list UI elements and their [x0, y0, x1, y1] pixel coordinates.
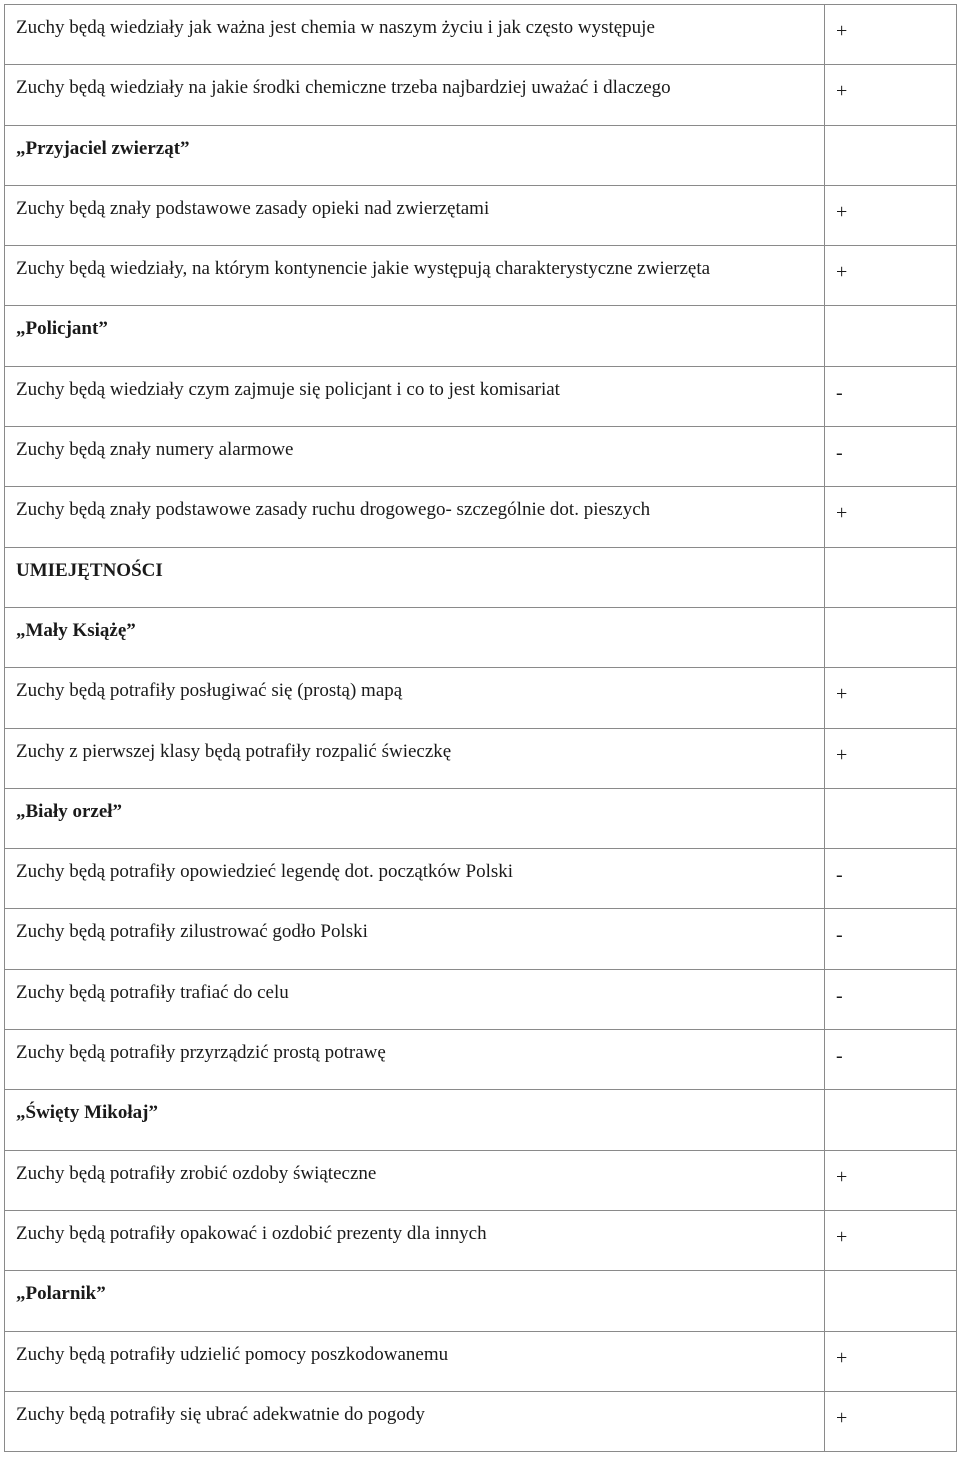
row-mark: + [825, 487, 957, 547]
row-text: Zuchy będą potrafiły udzielić pomocy poszkodowanemu [5, 1331, 825, 1391]
table-row [5, 969, 957, 1029]
row-text: Zuchy będą potrafiły opakować i ozdobić prezenty dla innych [5, 1210, 825, 1270]
row-mark [825, 607, 957, 667]
row-mark: + [825, 65, 957, 125]
row-text: Zuchy będą wiedziały jak ważna jest chemia w naszym życiu i jak często występuje [5, 5, 825, 65]
table-row [5, 427, 957, 487]
row-text: Zuchy będą potrafiły zilustrować godło Polski [5, 909, 825, 969]
row-mark: + [825, 5, 957, 65]
row-text: Zuchy będą potrafiły opowiedzieć legendę dot. początków Polski [5, 849, 825, 909]
table-row [5, 909, 957, 969]
row-mark [825, 125, 957, 185]
table-row [5, 1331, 957, 1391]
row-mark: - [825, 366, 957, 426]
row-mark [825, 1271, 957, 1331]
table-row [5, 185, 957, 245]
row-mark: + [825, 246, 957, 306]
section-heading: „Święty Mikołaj” [5, 1090, 825, 1150]
table-row [5, 1391, 957, 1451]
row-mark [825, 1090, 957, 1150]
row-text: Zuchy będą wiedziały, na którym kontynencie jakie występują charakterystyczne zwierzęta [5, 246, 825, 306]
row-mark [825, 788, 957, 848]
row-mark [825, 547, 957, 607]
row-mark: + [825, 1210, 957, 1270]
row-mark: - [825, 969, 957, 1029]
table-row [5, 1150, 957, 1210]
row-text: Zuchy będą wiedziały czym zajmuje się policjant i co to jest komisariat [5, 366, 825, 426]
requirements-table [4, 4, 957, 1452]
row-mark: - [825, 427, 957, 487]
section-heading-row [5, 1090, 957, 1150]
row-mark [825, 306, 957, 366]
table-row [5, 849, 957, 909]
section-heading: „Biały orzeł” [5, 788, 825, 848]
row-text: Zuchy będą potrafiły trafiać do celu [5, 969, 825, 1029]
table-row [5, 668, 957, 728]
table-row [5, 65, 957, 125]
table-row [5, 246, 957, 306]
row-text: Zuchy z pierwszej klasy będą potrafiły rozpalić świeczkę [5, 728, 825, 788]
row-text: Zuchy będą wiedziały na jakie środki chemiczne trzeba najbardziej uważać i dlaczego [5, 65, 825, 125]
table-row [5, 1030, 957, 1090]
row-mark: + [825, 185, 957, 245]
row-mark: + [825, 1391, 957, 1451]
section-heading-row [5, 607, 957, 667]
row-mark: + [825, 1150, 957, 1210]
row-text: Zuchy będą potrafiły posługiwać się (prostą) mapą [5, 668, 825, 728]
section-heading-row [5, 306, 957, 366]
row-text: Zuchy będą znały numery alarmowe [5, 427, 825, 487]
section-heading-row [5, 547, 957, 607]
row-mark: + [825, 668, 957, 728]
row-text: Zuchy będą znały podstawowe zasady opieki nad zwierzętami [5, 185, 825, 245]
row-mark: + [825, 1331, 957, 1391]
section-heading: UMIEJĘTNOŚCI [5, 547, 825, 607]
table-row [5, 728, 957, 788]
row-text: Zuchy będą potrafiły zrobić ozdoby świąteczne [5, 1150, 825, 1210]
section-heading: „Policjant” [5, 306, 825, 366]
row-text: Zuchy będą znały podstawowe zasady ruchu drogowego- szczególnie dot. pieszych [5, 487, 825, 547]
section-heading: „Mały Książę” [5, 607, 825, 667]
row-text: Zuchy będą potrafiły przyrządzić prostą potrawę [5, 1030, 825, 1090]
requirements-table-body [5, 5, 957, 1452]
section-heading-row [5, 1271, 957, 1331]
table-row [5, 1210, 957, 1270]
section-heading-row [5, 125, 957, 185]
table-row [5, 366, 957, 426]
section-heading: „Polarnik” [5, 1271, 825, 1331]
section-heading: „Przyjaciel zwierząt” [5, 125, 825, 185]
row-mark: + [825, 728, 957, 788]
table-row [5, 487, 957, 547]
row-mark: - [825, 849, 957, 909]
table-row [5, 5, 957, 65]
row-mark: - [825, 909, 957, 969]
row-text: Zuchy będą potrafiły się ubrać adekwatnie do pogody [5, 1391, 825, 1451]
row-mark: - [825, 1030, 957, 1090]
section-heading-row [5, 788, 957, 848]
